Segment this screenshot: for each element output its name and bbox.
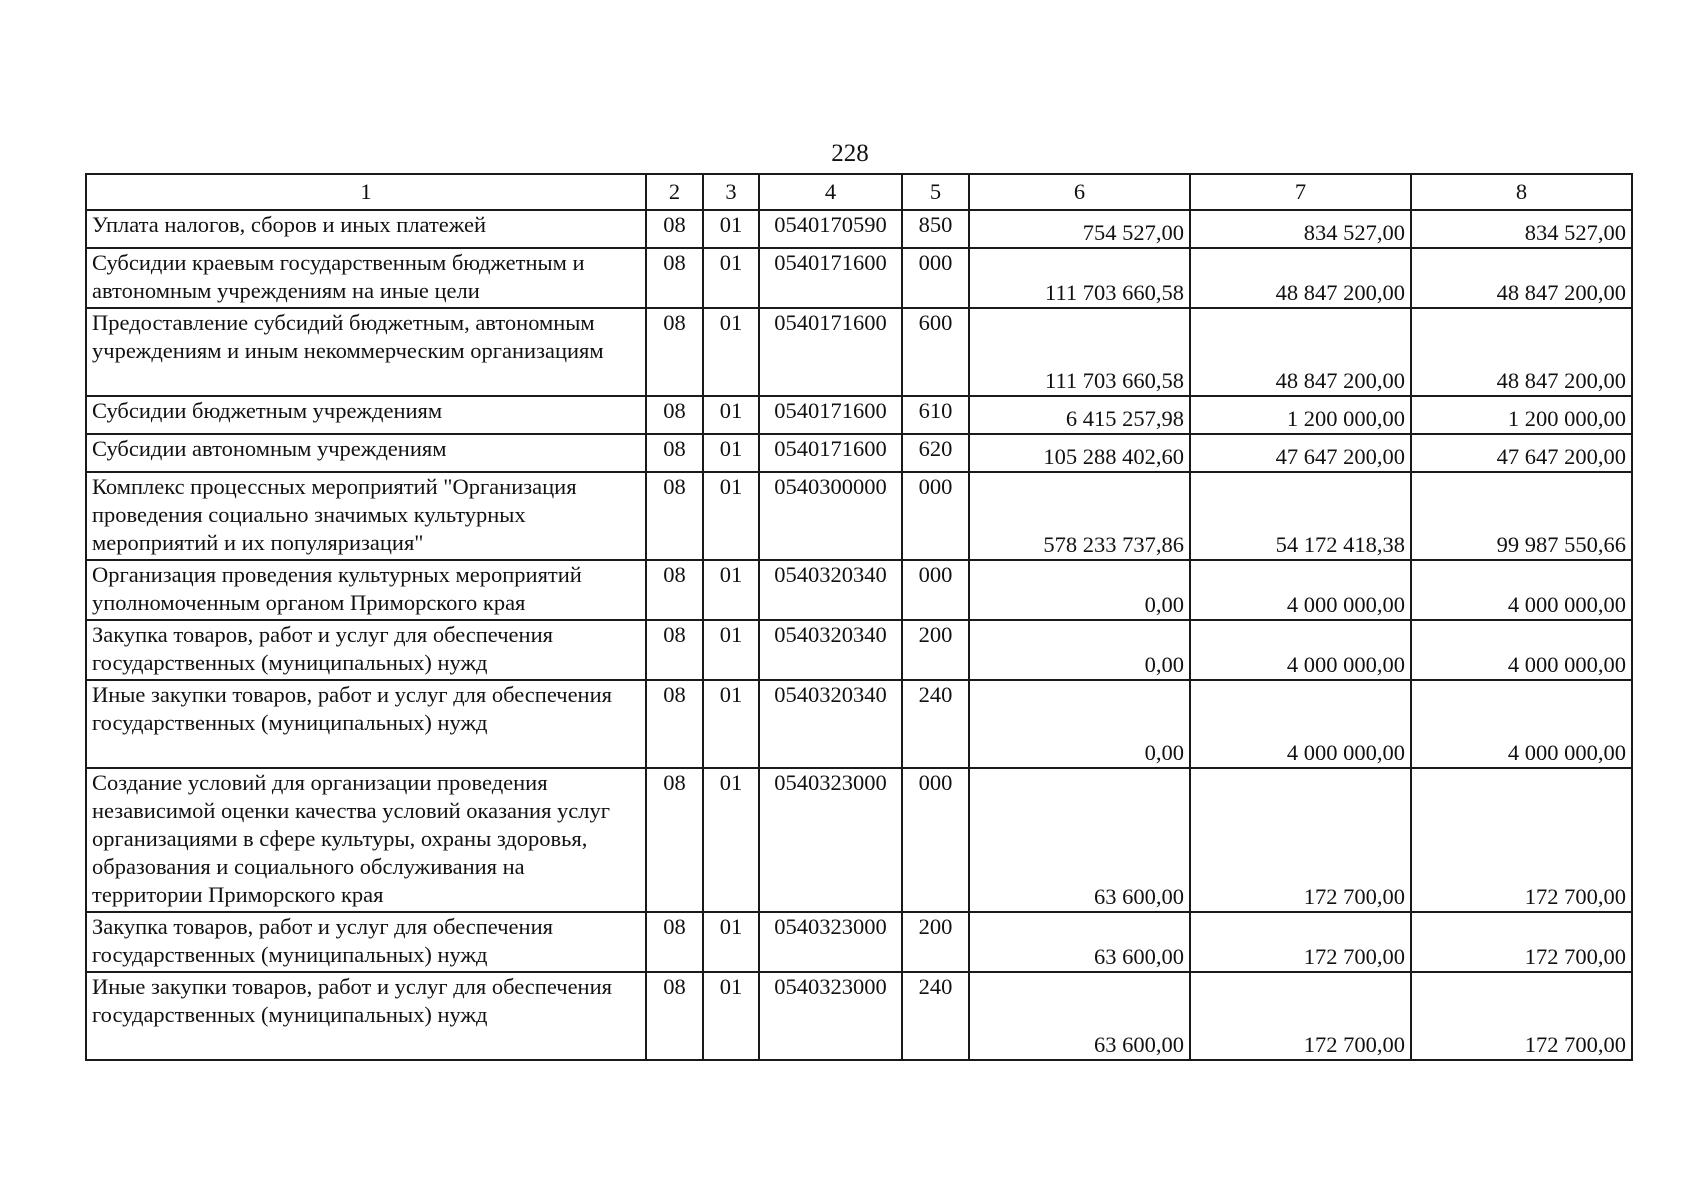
row-amount-8: 4 000 000,00 bbox=[1411, 680, 1632, 768]
row-amount-6: 0,00 bbox=[969, 560, 1190, 620]
row-amount-6: 0,00 bbox=[969, 620, 1190, 680]
row-amount-8: 172 700,00 bbox=[1411, 972, 1632, 1060]
row-target-code: 0540171600 bbox=[759, 434, 902, 472]
row-amount-7: 4 000 000,00 bbox=[1190, 620, 1411, 680]
row-amount-8: 1 200 000,00 bbox=[1411, 396, 1632, 434]
row-expense-type: 600 bbox=[902, 308, 969, 396]
row-name: Организация проведения культурных мероприятий уполномоченным органом Приморского края bbox=[86, 560, 646, 620]
row-expense-type: 610 bbox=[902, 396, 969, 434]
row-target-code: 0540323000 bbox=[759, 912, 902, 972]
table-row bbox=[86, 308, 1632, 396]
row-section: 08 bbox=[646, 912, 703, 972]
row-subsection: 01 bbox=[703, 434, 759, 472]
row-target-code: 0540323000 bbox=[759, 972, 902, 1060]
table-row bbox=[86, 210, 1632, 248]
table-row bbox=[86, 768, 1632, 912]
row-expense-type: 850 bbox=[902, 210, 969, 248]
row-expense-type: 620 bbox=[902, 434, 969, 472]
row-amount-7: 54 172 418,38 bbox=[1190, 472, 1411, 560]
row-amount-7: 172 700,00 bbox=[1190, 972, 1411, 1060]
row-amount-8: 4 000 000,00 bbox=[1411, 560, 1632, 620]
column-number-row bbox=[86, 174, 1632, 210]
row-amount-7: 48 847 200,00 bbox=[1190, 248, 1411, 308]
row-target-code: 0540323000 bbox=[759, 768, 902, 912]
table-row bbox=[86, 912, 1632, 972]
row-section: 08 bbox=[646, 210, 703, 248]
row-subsection: 01 bbox=[703, 248, 759, 308]
column-header: 7 bbox=[1190, 174, 1411, 210]
row-expense-type: 000 bbox=[902, 768, 969, 912]
column-header: 2 bbox=[646, 174, 703, 210]
row-amount-6: 111 703 660,58 bbox=[969, 308, 1190, 396]
row-name: Уплата налогов, сборов и иных платежей bbox=[86, 210, 646, 248]
row-expense-type: 240 bbox=[902, 972, 969, 1060]
row-target-code: 0540320340 bbox=[759, 620, 902, 680]
row-section: 08 bbox=[646, 560, 703, 620]
row-target-code: 0540171600 bbox=[759, 396, 902, 434]
row-amount-8: 172 700,00 bbox=[1411, 912, 1632, 972]
row-subsection: 01 bbox=[703, 972, 759, 1060]
table-row bbox=[86, 972, 1632, 1060]
row-name: Иные закупки товаров, работ и услуг для обеспечения государственных (муниципальных) нужд bbox=[86, 680, 646, 768]
table-row bbox=[86, 620, 1632, 680]
column-header: 5 bbox=[902, 174, 969, 210]
row-amount-8: 4 000 000,00 bbox=[1411, 620, 1632, 680]
row-amount-7: 834 527,00 bbox=[1190, 210, 1411, 248]
row-name: Закупка товаров, работ и услуг для обеспечения государственных (муниципальных) нужд bbox=[86, 620, 646, 680]
row-amount-7: 172 700,00 bbox=[1190, 912, 1411, 972]
row-name: Иные закупки товаров, работ и услуг для обеспечения государственных (муниципальных) нужд bbox=[86, 972, 646, 1060]
row-subsection: 01 bbox=[703, 680, 759, 768]
row-amount-6: 111 703 660,58 bbox=[969, 248, 1190, 308]
row-section: 08 bbox=[646, 472, 703, 560]
row-name: Субсидии краевым государственным бюджетным и автономным учреждениям на иные цели bbox=[86, 248, 646, 308]
row-amount-6: 0,00 bbox=[969, 680, 1190, 768]
row-subsection: 01 bbox=[703, 308, 759, 396]
budget-table bbox=[85, 173, 1633, 1061]
row-section: 08 bbox=[646, 768, 703, 912]
row-amount-7: 47 647 200,00 bbox=[1190, 434, 1411, 472]
row-target-code: 0540300000 bbox=[759, 472, 902, 560]
row-section: 08 bbox=[646, 308, 703, 396]
row-subsection: 01 bbox=[703, 768, 759, 912]
row-amount-8: 834 527,00 bbox=[1411, 210, 1632, 248]
row-amount-6: 105 288 402,60 bbox=[969, 434, 1190, 472]
row-expense-type: 000 bbox=[902, 560, 969, 620]
table-row bbox=[86, 248, 1632, 308]
row-subsection: 01 bbox=[703, 560, 759, 620]
row-amount-7: 4 000 000,00 bbox=[1190, 560, 1411, 620]
row-amount-8: 48 847 200,00 bbox=[1411, 248, 1632, 308]
row-amount-8: 172 700,00 bbox=[1411, 768, 1632, 912]
row-section: 08 bbox=[646, 434, 703, 472]
table-row bbox=[86, 396, 1632, 434]
row-subsection: 01 bbox=[703, 210, 759, 248]
row-section: 08 bbox=[646, 248, 703, 308]
row-section: 08 bbox=[646, 396, 703, 434]
row-target-code: 0540170590 bbox=[759, 210, 902, 248]
row-amount-8: 47 647 200,00 bbox=[1411, 434, 1632, 472]
row-expense-type: 240 bbox=[902, 680, 969, 768]
row-expense-type: 000 bbox=[902, 472, 969, 560]
row-amount-6: 754 527,00 bbox=[969, 210, 1190, 248]
row-name: Создание условий для организации проведения независимой оценки качества условий оказания услуг организациями в сфере культуры, охраны здоровья, образования и социального обслуживания на территории Приморского края bbox=[86, 768, 646, 912]
row-amount-6: 63 600,00 bbox=[969, 912, 1190, 972]
row-amount-7: 172 700,00 bbox=[1190, 768, 1411, 912]
row-name: Субсидии автономным учреждениям bbox=[86, 434, 646, 472]
table-row bbox=[86, 680, 1632, 768]
row-amount-6: 6 415 257,98 bbox=[969, 396, 1190, 434]
row-amount-7: 4 000 000,00 bbox=[1190, 680, 1411, 768]
row-subsection: 01 bbox=[703, 472, 759, 560]
row-target-code: 0540171600 bbox=[759, 308, 902, 396]
row-target-code: 0540171600 bbox=[759, 248, 902, 308]
row-target-code: 0540320340 bbox=[759, 560, 902, 620]
table-row bbox=[86, 472, 1632, 560]
row-amount-8: 99 987 550,66 bbox=[1411, 472, 1632, 560]
row-subsection: 01 bbox=[703, 620, 759, 680]
row-name: Комплекс процессных мероприятий "Организация проведения социально значимых культурных мероприятий и их популяризация" bbox=[86, 472, 646, 560]
row-expense-type: 200 bbox=[902, 912, 969, 972]
row-name: Предоставление субсидий бюджетным, автономным учреждениям и иным некоммерческим организациям bbox=[86, 308, 646, 396]
column-header: 1 bbox=[86, 174, 646, 210]
column-header: 3 bbox=[703, 174, 759, 210]
row-target-code: 0540320340 bbox=[759, 680, 902, 768]
row-section: 08 bbox=[646, 620, 703, 680]
row-amount-6: 63 600,00 bbox=[969, 768, 1190, 912]
row-expense-type: 200 bbox=[902, 620, 969, 680]
row-expense-type: 000 bbox=[902, 248, 969, 308]
row-section: 08 bbox=[646, 972, 703, 1060]
table-row bbox=[86, 434, 1632, 472]
page-number: 228 bbox=[831, 140, 869, 167]
column-header: 6 bbox=[969, 174, 1190, 210]
row-name: Субсидии бюджетным учреждениям bbox=[86, 396, 646, 434]
row-amount-6: 63 600,00 bbox=[969, 972, 1190, 1060]
row-name: Закупка товаров, работ и услуг для обеспечения государственных (муниципальных) нужд bbox=[86, 912, 646, 972]
row-section: 08 bbox=[646, 680, 703, 768]
row-amount-8: 48 847 200,00 bbox=[1411, 308, 1632, 396]
row-amount-7: 1 200 000,00 bbox=[1190, 396, 1411, 434]
column-header: 4 bbox=[759, 174, 902, 210]
row-subsection: 01 bbox=[703, 396, 759, 434]
table-row bbox=[86, 560, 1632, 620]
column-header: 8 bbox=[1411, 174, 1632, 210]
row-amount-7: 48 847 200,00 bbox=[1190, 308, 1411, 396]
row-amount-6: 578 233 737,86 bbox=[969, 472, 1190, 560]
row-subsection: 01 bbox=[703, 912, 759, 972]
